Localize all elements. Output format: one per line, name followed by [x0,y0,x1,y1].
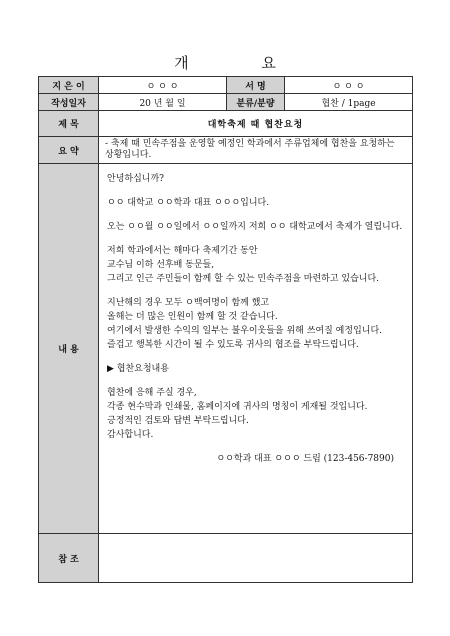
letter-paragraph-line: 올해는 더 많은 인원이 함께 할 것 같습니다. [107,312,278,322]
letter-paragraph-line: 여기에서 발생한 수익의 일부는 불우이웃들을 위해 쓰여질 예정입니다. [107,326,383,336]
subject-row [39,111,413,137]
letter-paragraph-line: 협찬에 응해 주실 경우, [107,388,197,398]
signature-value: ㅇ ㅇ ㅇ [285,77,413,94]
overview-form [38,76,413,583]
reference-value [99,534,413,583]
letter-paragraph-line: 즐겁고 행복한 시간이 될 수 있도록 귀사의 협조를 부탁드립니다. [107,340,359,350]
author-row [39,77,413,94]
section-heading: ▶ 협찬요청내용 [107,364,169,374]
summary-row [39,137,413,164]
reference-label: 참 조 [39,534,99,583]
date-label: 작성일자 [39,94,99,111]
letter-paragraph-line: 감사합니다. [107,430,154,440]
reference-row [39,534,413,583]
document-title: 개 요 [174,54,310,72]
letter-greeting: 안녕하십니까? [107,174,164,184]
letter-body [99,164,413,534]
letter-paragraph-line: 각종 현수막과 인쇄물, 홈페이지에 귀사의 명칭이 게재될 것입니다. [107,402,368,412]
category-value: 협찬 / 1page [285,94,413,111]
summary-value: - 축제 때 민속주점을 운영할 예정인 학과에서 주류업체에 협찬을 요청하는 상황입니다. [99,137,413,164]
letter-signature: ㅇㅇ학과 대표 ㅇㅇㅇ 드림 (123-456-7890) [216,454,394,464]
subject-label: 제 목 [39,111,99,137]
signature-label: 서 명 [227,77,285,94]
letter-paragraph-line: 저희 학과에서는 해마다 축제기간 동안 [107,246,258,256]
category-label: 분류/분량 [227,94,285,111]
letter-paragraph-line: 교수님 이하 선후배 동문들, [107,260,215,270]
content-label: 내 용 [39,164,99,534]
content-row [39,164,413,534]
subject-value: 대학축제 때 협찬요청 [99,111,413,137]
date-row [39,94,413,111]
letter-announcement: 오는 ㅇㅇ월 ㅇㅇ일에서 ㅇㅇ일까지 저희 ㅇㅇ 대학교에서 축제가 열립니다. [107,222,403,232]
author-value: ㅇ ㅇ ㅇ [99,77,227,94]
letter-intro: ㅇㅇ 대학교 ㅇㅇ학과 대표 ㅇㅇㅇ입니다. [107,198,270,208]
letter-paragraph-line: 지난해의 경우 모두 ㅇ백여명이 함께 했고 [107,298,270,308]
author-label: 지 은 이 [39,77,99,94]
date-value: 20 년 월 일 [99,94,227,111]
letter-paragraph-line: 긍정적인 검토와 답변 부탁드립니다. [107,416,249,426]
summary-label: 요 약 [39,137,99,164]
letter-paragraph-line: 그리고 인근 주민들이 함께 할 수 있는 민속주점을 마련하고 있습니다. [107,274,380,284]
